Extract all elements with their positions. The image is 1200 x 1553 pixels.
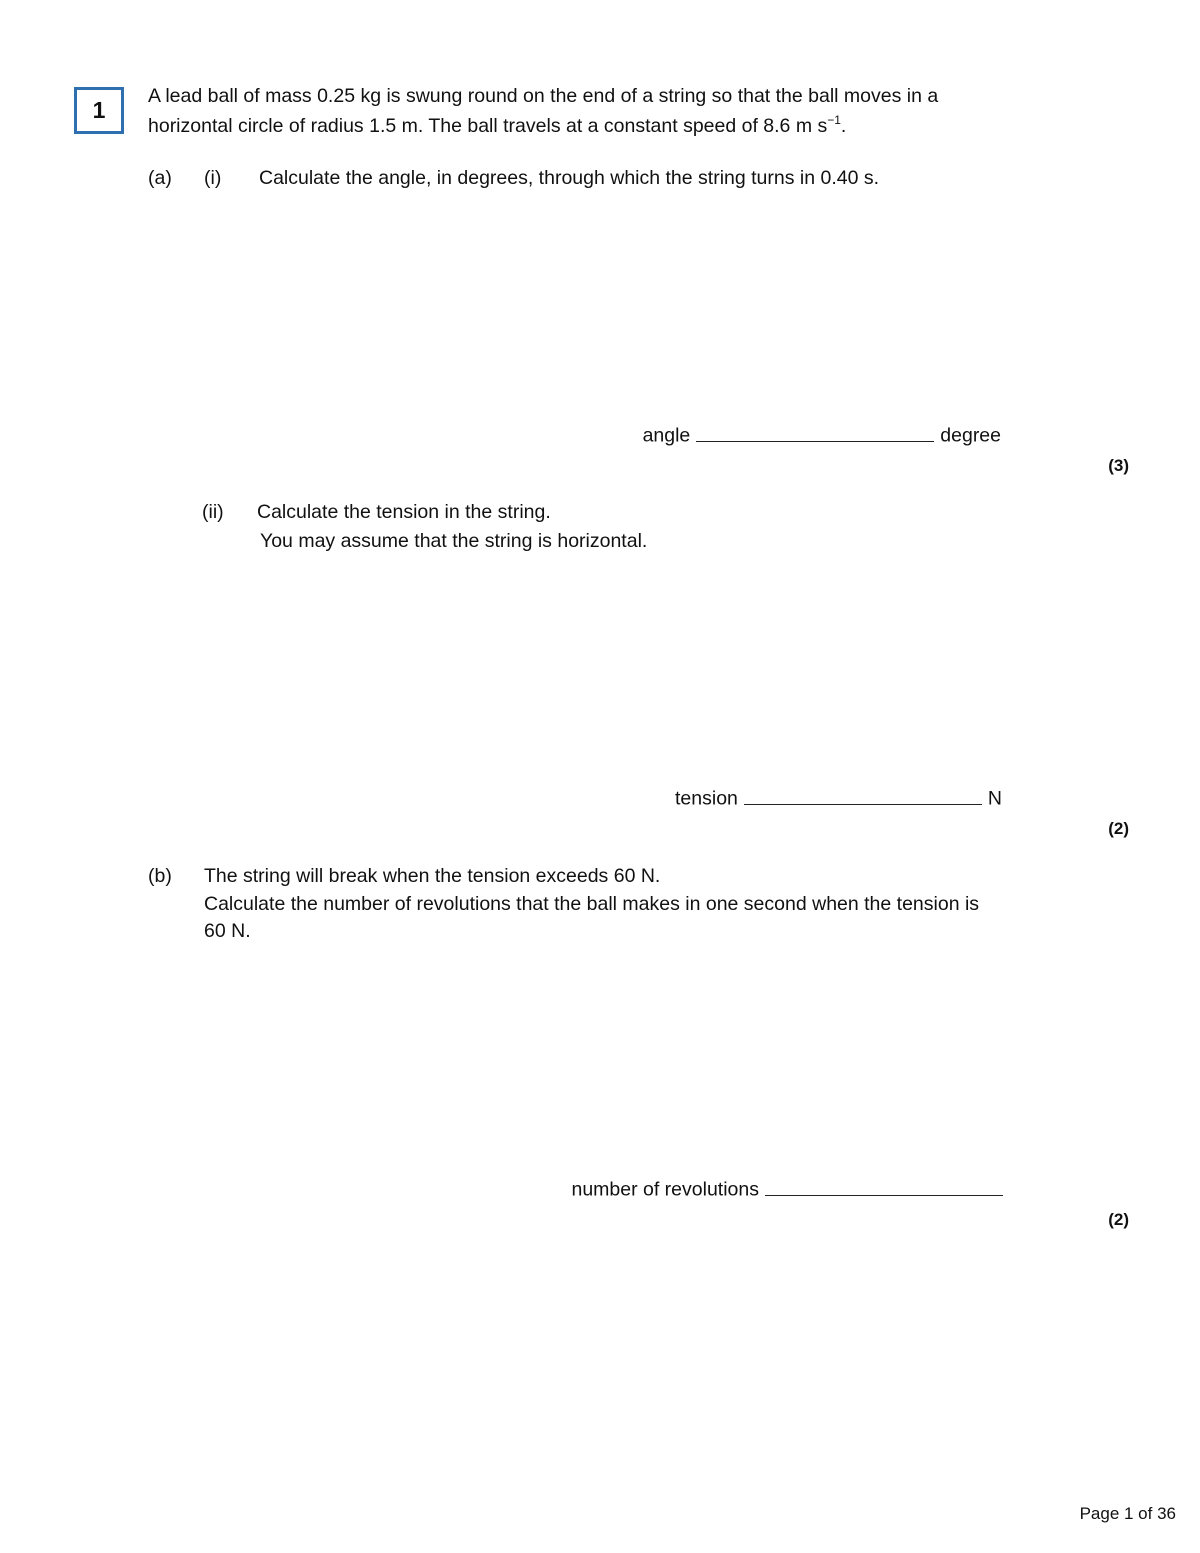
angle-answer-line [643,421,1001,448]
part-b-marks: (2) [1108,1210,1129,1229]
part-a-i-label: (i) [204,167,222,189]
part-b-label: (b) [148,865,172,887]
question-number: 1 [92,97,106,123]
page-footer: Page 1 of 36 [1079,1504,1176,1523]
revolutions-answer-label: number of revolutions [571,1178,759,1201]
part-a-i-marks: (3) [1108,456,1129,475]
part-a-ii-label: (ii) [202,501,224,523]
tension-answer-label: tension [675,787,738,810]
part-b-question-line-2: Calculate the number of revolutions that the ball makes in one second when the tension is [204,893,980,915]
question-number-box [74,87,124,134]
unit-exponent: −1 [827,113,841,127]
part-b-question-line-3: 60 N. [204,920,251,942]
tension-answer-blank[interactable] [744,784,982,805]
angle-answer-blank[interactable] [696,421,934,442]
part-a-label: (a) [148,167,172,189]
angle-answer-unit: degree [940,424,1001,447]
tension-answer-line [675,784,1002,811]
intro-line-2-text: horizontal circle of radius 1.5 m. The ball travels at a constant speed of 8.6 m s [148,115,828,137]
angle-answer-label: angle [642,424,691,447]
revolutions-answer-line [571,1175,1003,1202]
intro-line-1: A lead ball of mass 0.25 kg is swung round on the end of a string so that the ball moves in a [148,85,939,107]
part-a-ii-question-line-2: You may assume that the string is horizontal. [260,530,648,552]
part-a-i-question: Calculate the angle, in degrees, through which the string turns in 0.40 s. [259,167,880,189]
revolutions-answer-blank[interactable] [765,1175,1003,1196]
part-a-ii-question-line-1: Calculate the tension in the string. [257,501,551,523]
part-b-question-line-1: The string will break when the tension exceeds 60 N. [204,865,661,887]
tension-answer-unit: N [987,787,1002,810]
part-a-ii-marks: (2) [1108,819,1129,838]
intro-line-2-end: . [840,115,847,137]
intro-line-2 [148,115,846,138]
